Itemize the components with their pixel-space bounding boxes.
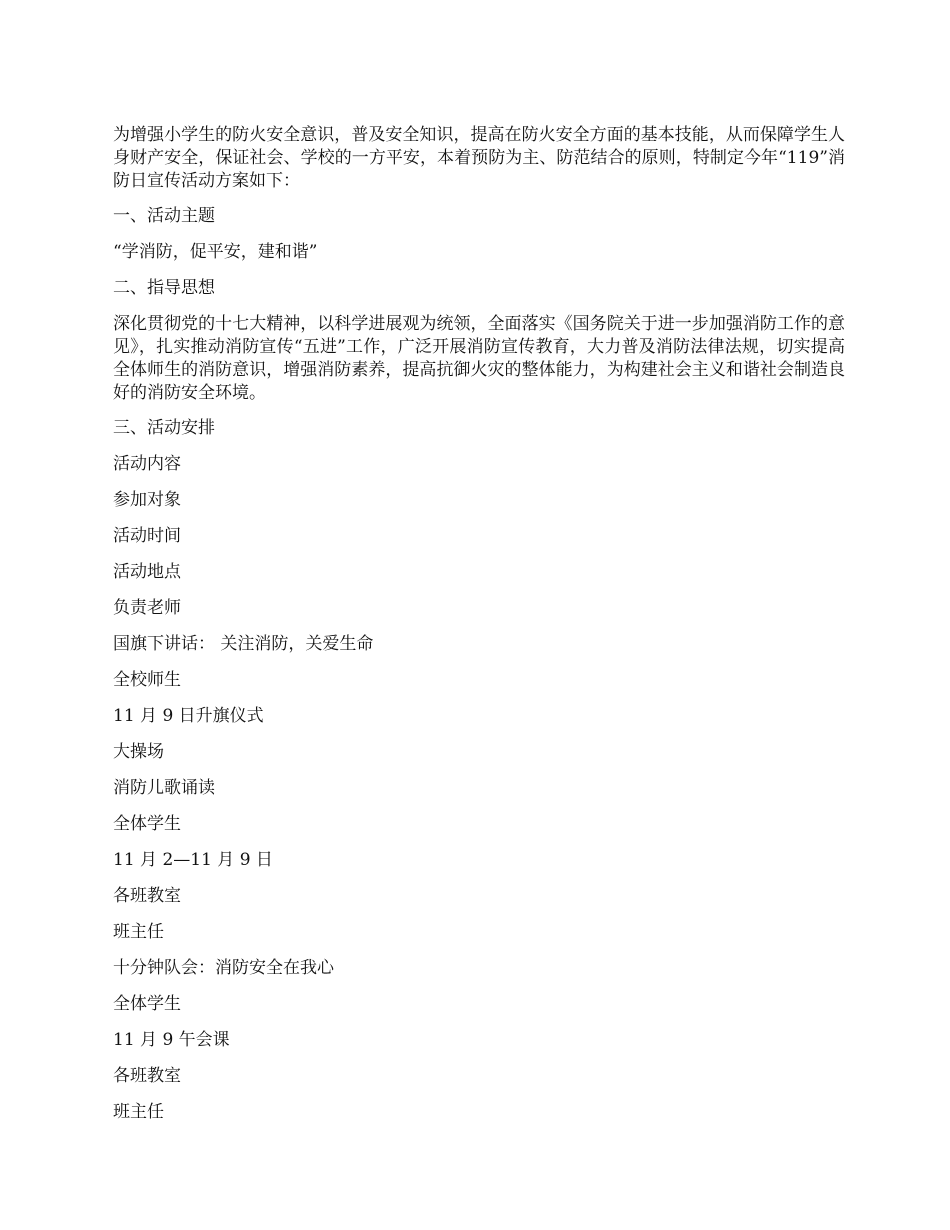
row2-teacher: 班主任 bbox=[113, 922, 164, 942]
column-header-content: 活动内容 bbox=[113, 454, 181, 474]
row1-location: 大操场 bbox=[113, 742, 164, 762]
activity-theme-text: “学消防，促平安，建和谐” bbox=[113, 242, 318, 262]
section-heading-guidance: 二、指导思想 bbox=[113, 278, 215, 298]
row1-content: 国旗下讲话： 关注消防，关爱生命 bbox=[113, 634, 374, 654]
row2-participants: 全体学生 bbox=[113, 814, 181, 834]
section-heading-arrangement: 三、活动安排 bbox=[113, 418, 215, 438]
row3-location: 各班教室 bbox=[113, 1066, 181, 1086]
row3-participants: 全体学生 bbox=[113, 994, 181, 1014]
document-page bbox=[113, 124, 845, 1137]
intro-paragraph: 为增强小学生的防火安全意识，普及安全知识，提高在防火安全方面的基本技能，从而保障学生人身财产安全，保证社会、学校的一方平安，本着预防为主、防范结合的原则，特制定今年“119”消防日宣传活动方案如下： bbox=[113, 125, 845, 191]
row2-time: 11 月 2—11 月 9 日 bbox=[113, 850, 273, 870]
row1-time: 11 月 9 日升旗仪式 bbox=[113, 706, 264, 726]
column-header-participants: 参加对象 bbox=[113, 490, 181, 510]
section-heading-theme: 一、活动主题 bbox=[113, 206, 215, 226]
row2-location: 各班教室 bbox=[113, 886, 181, 906]
row3-content: 十分钟队会：消防安全在我心 bbox=[113, 958, 334, 978]
row3-teacher: 班主任 bbox=[113, 1102, 164, 1122]
column-header-teacher: 负责老师 bbox=[113, 598, 181, 618]
row2-content: 消防儿歌诵读 bbox=[113, 778, 215, 798]
column-header-location: 活动地点 bbox=[113, 562, 181, 582]
row3-time: 11 月 9 午会课 bbox=[113, 1030, 230, 1050]
row1-participants: 全校师生 bbox=[113, 670, 181, 690]
guidance-paragraph: 深化贯彻党的十七大精神，以科学进展观为统领，全面落实《国务院关于进一步加强消防工作的意见》，扎实推动消防宣传“五进”工作，广泛开展消防宣传教育，大力普及消防法律法规，切实提高全体师生的消防意识，增强消防素养，提高抗御火灾的整体能力，为构建社会主义和谐社会制造良好的消防安全环境。 bbox=[113, 314, 845, 403]
column-header-time: 活动时间 bbox=[113, 526, 181, 546]
